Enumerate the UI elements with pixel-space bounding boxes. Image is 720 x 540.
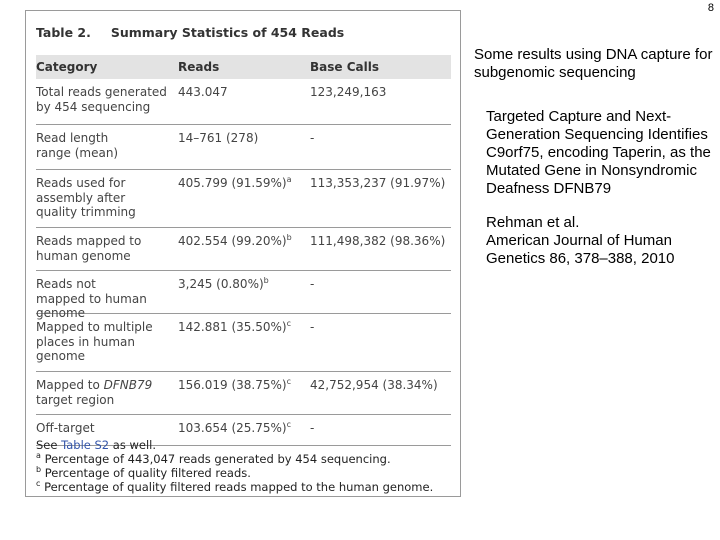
footnote-mark: b xyxy=(263,276,269,285)
summary-table xyxy=(25,10,461,497)
table-row xyxy=(36,314,451,372)
header-base-calls: Base Calls xyxy=(310,60,379,74)
cell-base-calls: 113,353,237 (91.97%) xyxy=(310,176,446,190)
header-category: Category xyxy=(36,60,98,74)
reads-value: 3,245 (0.80%) xyxy=(178,277,264,291)
cell-base-calls: - xyxy=(310,131,315,145)
table-row xyxy=(36,79,451,125)
cell-category: Read length range (mean) xyxy=(36,131,119,160)
table-title xyxy=(36,25,344,40)
table-header-row xyxy=(36,55,451,79)
cell-base-calls: 123,249,163 xyxy=(310,85,387,99)
footnote-text: Percentage of quality filtered reads. xyxy=(44,466,251,480)
see-also-note xyxy=(36,438,433,452)
table-body xyxy=(36,79,451,446)
table-s2-link[interactable]: Table S2 xyxy=(61,438,110,452)
paper-authors: Rehman et al. xyxy=(486,214,580,231)
footnote xyxy=(36,480,433,494)
table-row xyxy=(36,228,451,271)
cell-reads xyxy=(178,320,310,335)
cell-reads xyxy=(178,277,310,292)
cell-category: Reads not mapped to human genome xyxy=(36,277,147,320)
reads-value: 402.554 (99.20%) xyxy=(178,234,287,248)
footnote xyxy=(36,452,433,466)
right-text-panel xyxy=(474,46,718,268)
category-prefix: Mapped to xyxy=(36,378,104,392)
cell-base-calls: 111,498,382 (98.36%) xyxy=(310,234,446,248)
cell-reads xyxy=(178,176,310,191)
footnote-mark: b xyxy=(286,233,292,242)
table-notes xyxy=(36,438,433,494)
paper-journal: American Journal of Human Genetics 86, 378–388, 2010 xyxy=(486,232,675,267)
reads-value: 405.799 (91.59%) xyxy=(178,176,287,190)
intro-text: Some results using DNA capture for subgenomic sequencing xyxy=(474,46,713,81)
table-row xyxy=(36,170,451,228)
footnote xyxy=(36,466,433,480)
table-title-text: Summary Statistics of 454 Reads xyxy=(110,25,345,40)
reads-value: 142.881 (35.50%) xyxy=(178,320,287,334)
cell-reads: 443.047 xyxy=(178,85,228,99)
cell-category: Total reads generated by 454 sequencing xyxy=(36,85,167,114)
table-row xyxy=(36,372,451,415)
cell-category: Off-target xyxy=(36,421,95,435)
footnote-mark: c xyxy=(286,420,291,429)
table-label: Table 2. xyxy=(36,25,91,40)
cell-category: Mapped to multiple places in human genome xyxy=(36,320,153,363)
reads-value: 156.019 (38.75%) xyxy=(178,378,287,392)
footnote-mark: c xyxy=(286,377,291,386)
footnote-text: Percentage of quality filtered reads mapped to the human genome. xyxy=(44,480,434,494)
paper-title: Targeted Capture and Next-Generation Sequencing Identifies C9orf75, encoding Taperin, as the Mutated Gene in Nonsyndromic Deafness DFNB79 xyxy=(486,108,711,197)
table-row xyxy=(36,125,451,170)
footnote-mark: c xyxy=(36,479,41,489)
footnote-mark: b xyxy=(36,465,42,475)
table-row xyxy=(36,271,451,320)
footnote-mark: a xyxy=(36,451,41,461)
see-suffix: as well. xyxy=(109,438,157,452)
cell-reads: 14–761 (278) xyxy=(178,131,259,145)
see-prefix: See xyxy=(36,438,62,452)
cell-base-calls: - xyxy=(310,421,315,435)
header-reads: Reads xyxy=(178,60,220,74)
footnote-mark: a xyxy=(286,175,292,184)
footnote-text: Percentage of 443,047 reads generated by 454 sequencing. xyxy=(44,452,391,466)
category-gene: DFNB79 xyxy=(103,378,153,392)
slide-number: 8 xyxy=(707,2,714,14)
category-suffix: target region xyxy=(36,392,115,407)
cell-base-calls: - xyxy=(310,320,315,334)
cell-category: Reads mapped to human genome xyxy=(36,234,142,263)
cell-base-calls: - xyxy=(310,277,315,291)
cell-reads xyxy=(178,378,310,393)
reads-value: 103.654 (25.75%) xyxy=(178,421,287,435)
cell-reads xyxy=(178,421,310,436)
cell-category xyxy=(36,378,154,407)
cell-base-calls: 42,752,954 (38.34%) xyxy=(310,378,438,392)
cell-reads xyxy=(178,234,310,249)
footnote-mark: c xyxy=(286,319,291,328)
cell-category: Reads used for assembly after quality trimming xyxy=(36,176,136,219)
